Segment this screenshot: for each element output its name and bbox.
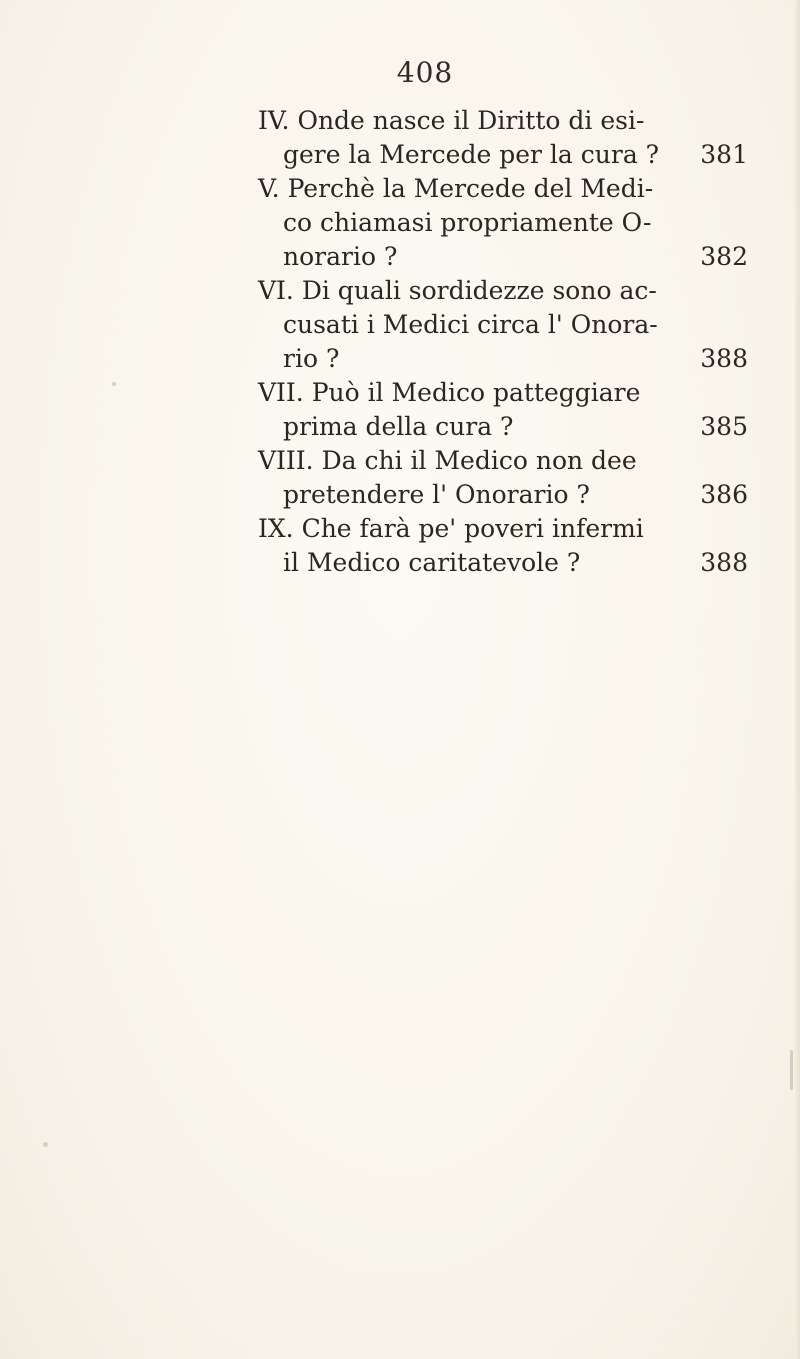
page-edge xyxy=(794,0,800,1359)
toc-entry-vii xyxy=(258,376,748,444)
entry-line: VII. Può il Medico patteggiare xyxy=(258,378,641,407)
toc-entry-v xyxy=(258,172,748,274)
entry-line: IV. Onde nasce il Diritto di esi- xyxy=(258,106,645,135)
entry-line: VI. Di quali sordidezze sono ac- xyxy=(258,276,657,305)
entry-page-number: 382 xyxy=(700,242,748,271)
entry-line-text: rio ? xyxy=(283,344,340,373)
entry-line xyxy=(258,546,748,580)
ink-speck xyxy=(112,382,116,386)
entry-line: co chiamasi propriamente O- xyxy=(283,208,652,237)
entry-line: V. Perchè la Mercede del Medi- xyxy=(258,174,654,203)
page-number: 408 xyxy=(396,56,454,89)
entry-page-number: 385 xyxy=(700,412,748,441)
table-of-contents xyxy=(258,104,748,580)
entry-line xyxy=(258,138,748,172)
entry-line xyxy=(258,342,748,376)
ink-speck xyxy=(43,1142,48,1147)
ink-speck xyxy=(790,1050,793,1090)
entry-line-text: prima della cura ? xyxy=(283,412,514,441)
entry-line xyxy=(258,478,748,512)
entry-line: VIII. Da chi il Medico non dee xyxy=(258,446,637,475)
toc-entry-ix xyxy=(258,512,748,580)
entry-page-number: 388 xyxy=(700,548,748,577)
entry-line xyxy=(258,410,748,444)
entry-page-number: 386 xyxy=(700,480,748,509)
entry-line-text: pretendere l' Onorario ? xyxy=(283,480,590,509)
entry-page-number: 381 xyxy=(700,140,748,169)
entry-line: IX. Che farà pe' poveri infermi xyxy=(258,514,644,543)
toc-entry-vi xyxy=(258,274,748,376)
entry-line-text: gere la Mercede per la cura ? xyxy=(283,140,660,169)
toc-entry-iv xyxy=(258,104,748,172)
entry-line xyxy=(258,240,748,274)
toc-entry-viii xyxy=(258,444,748,512)
entry-line: cusati i Medici circa l' Onora- xyxy=(283,310,658,339)
entry-page-number: 388 xyxy=(700,344,748,373)
entry-line-text: il Medico caritatevole ? xyxy=(283,548,581,577)
entry-line-text: norario ? xyxy=(283,242,398,271)
